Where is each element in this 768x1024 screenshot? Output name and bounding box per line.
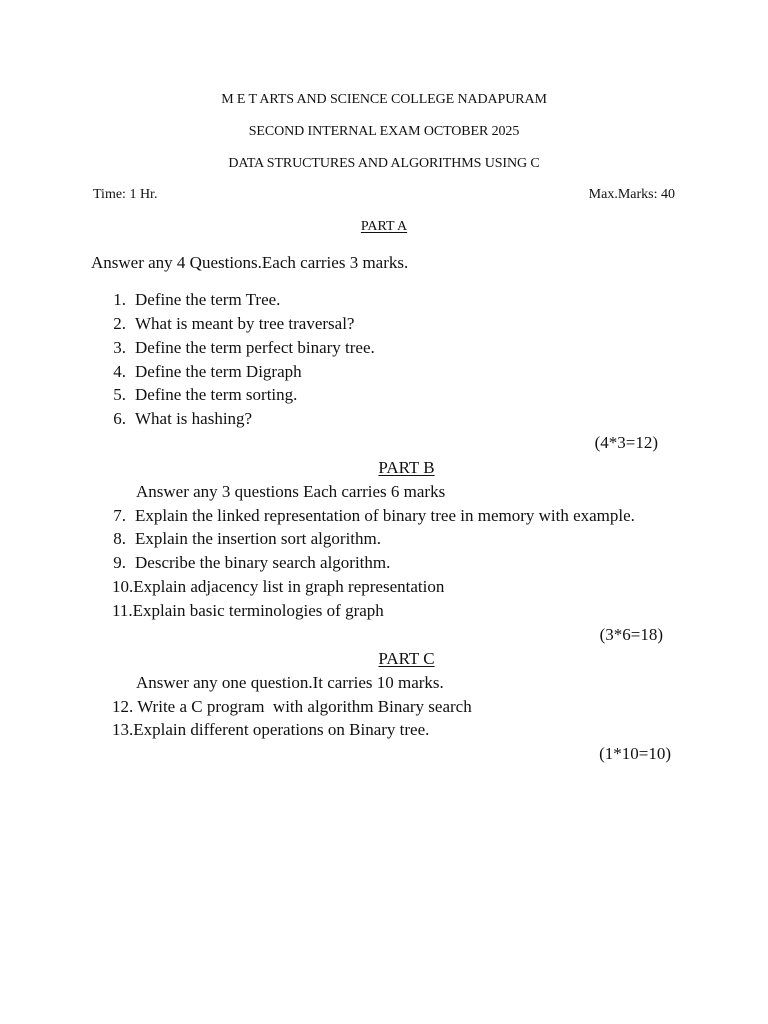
part-a-instruction: Answer any 4 Questions.Each carries 3 marks. bbox=[91, 253, 409, 272]
question-8 bbox=[102, 529, 381, 549]
question-number: 12. bbox=[112, 697, 134, 716]
question-number: 8. bbox=[113, 529, 126, 548]
question-13 bbox=[112, 720, 429, 740]
question-text: Define the term perfect binary tree. bbox=[135, 338, 375, 357]
question-text: Define the term sorting. bbox=[135, 385, 298, 404]
part-a-title: PART A bbox=[360, 219, 408, 234]
question-number: 3. bbox=[113, 338, 126, 357]
part-c-instruction: Answer any one question.It carries 10 marks. bbox=[136, 673, 444, 692]
question-4 bbox=[102, 362, 302, 382]
max-marks: Max.Marks: 40 bbox=[588, 187, 675, 202]
question-3 bbox=[102, 338, 375, 358]
question-11 bbox=[112, 601, 384, 621]
part-a-marks: (4*3=12) bbox=[594, 433, 658, 452]
part-b-instruction: Answer any 3 questions Each carries 6 marks bbox=[136, 482, 446, 501]
question-10 bbox=[112, 577, 444, 597]
part-b-marks: (3*6=18) bbox=[599, 625, 663, 644]
question-1 bbox=[102, 290, 280, 310]
question-5 bbox=[102, 385, 297, 405]
question-text: Explain different operations on Binary tree. bbox=[133, 720, 430, 739]
question-text: Explain the linked representation of binary tree in memory with example. bbox=[135, 506, 635, 525]
question-number: 5. bbox=[113, 385, 126, 404]
college-name: M E T ARTS AND SCIENCE COLLEGE NADAPURAM bbox=[221, 92, 547, 107]
question-text: What is meant by tree traversal? bbox=[135, 314, 355, 333]
exam-time: Time: 1 Hr. bbox=[93, 187, 158, 202]
question-6 bbox=[102, 409, 252, 429]
question-number: 13. bbox=[112, 720, 134, 739]
question-number: 4. bbox=[113, 362, 126, 381]
question-text: Define the term Tree. bbox=[135, 290, 281, 309]
part-b-title: PART B bbox=[378, 458, 435, 477]
question-7 bbox=[102, 506, 635, 526]
question-12 bbox=[112, 697, 472, 717]
question-text: Explain the insertion sort algorithm. bbox=[135, 529, 381, 548]
part-c-title: PART C bbox=[378, 649, 435, 668]
exam-title: SECOND INTERNAL EXAM OCTOBER 2025 bbox=[248, 124, 520, 139]
question-text: Explain adjacency list in graph representation bbox=[133, 577, 445, 596]
question-text: Write a C program with algorithm Binary search bbox=[133, 697, 472, 716]
question-text: What is hashing? bbox=[135, 409, 253, 428]
question-number: 10. bbox=[112, 577, 134, 596]
question-number: 9. bbox=[113, 553, 126, 572]
question-9 bbox=[102, 553, 390, 573]
subject-title: DATA STRUCTURES AND ALGORITHMS USING C bbox=[228, 156, 540, 171]
question-number: 7. bbox=[113, 506, 126, 525]
question-2 bbox=[102, 314, 354, 334]
question-number: 1. bbox=[113, 290, 126, 309]
question-number: 6. bbox=[113, 409, 126, 428]
question-number: 2. bbox=[113, 314, 126, 333]
question-text: Explain basic terminologies of graph bbox=[132, 601, 384, 620]
question-text: Define the term Digraph bbox=[135, 362, 302, 381]
part-c-marks: (1*10=10) bbox=[599, 744, 671, 763]
question-number: 11. bbox=[112, 601, 133, 620]
question-text: Describe the binary search algorithm. bbox=[135, 553, 391, 572]
